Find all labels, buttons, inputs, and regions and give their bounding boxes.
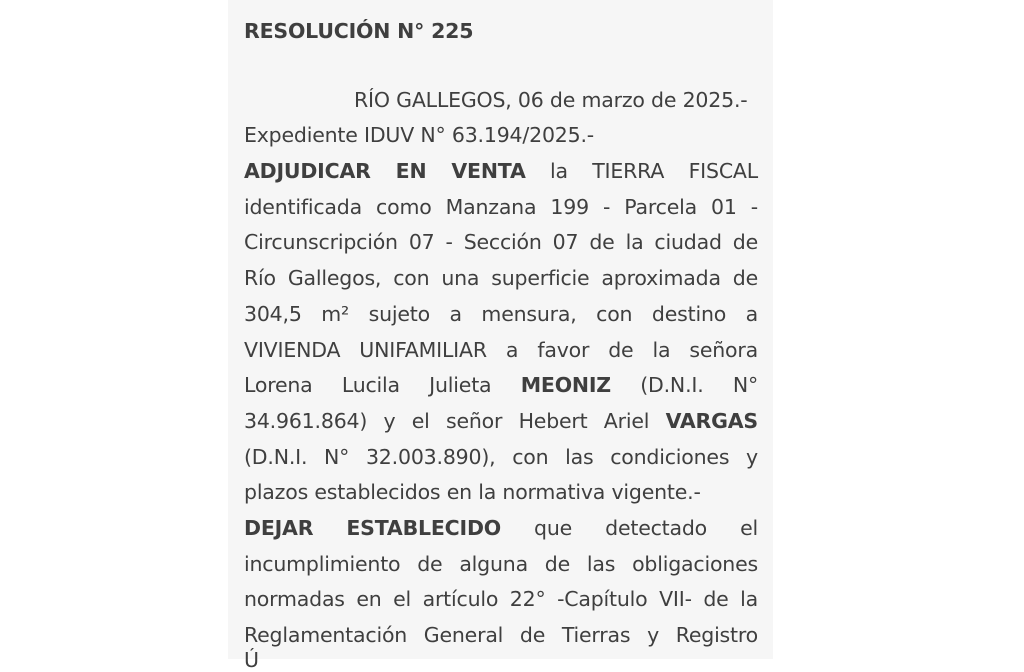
paragraph-line: VIVIENDA UNIFAMILIAR a favor de la señora [244, 338, 758, 362]
expediente-line: Expediente IDUV N° 63.194/2025.- [244, 123, 594, 147]
paragraph-line: Río Gallegos, con una superficie aproximada de [244, 266, 758, 290]
paragraph-line: Lorena Lucila Julieta MEONIZ (D.N.I. N° [244, 373, 759, 397]
surname-vargas: VARGAS [665, 409, 758, 433]
paragraph-line: 34.961.864) y el señor Hebert Ariel VARGAS [244, 409, 758, 433]
paragraph-line: Reglamentación General de Tierras y Registro [244, 623, 758, 647]
resolution-title: RESOLUCIÓN N° 225 [244, 19, 474, 43]
paragraph-line: ADJUDICAR EN VENTA la TIERRA FISCAL [244, 159, 758, 183]
paragraph-line: 304,5 m² sujeto a mensura, con destino a [244, 302, 758, 326]
paragraph-line: Circunscripción 07 - Sección 07 de la ciudad de [244, 230, 758, 254]
paragraph-line: plazos establecidos en la normativa vigente.- [244, 480, 701, 504]
paragraph-line: identificada como Manzana 199 - Parcela 01 - [244, 195, 758, 219]
paragraph-line: incumplimiento de alguna de las obligaciones [244, 552, 758, 576]
dejar-heading: DEJAR [244, 516, 314, 540]
paragraph-line: DEJAR ESTABLECIDO que detectado el [244, 516, 758, 540]
paragraph-line: normadas en el artículo 22° -Capítulo VII- de la [244, 587, 758, 611]
clipped-next-line: Ú [244, 648, 259, 672]
date-line: RÍO GALLEGOS, 06 de marzo de 2025.- [354, 88, 748, 112]
establecido-heading: ESTABLECIDO [346, 516, 501, 540]
surname-meoniz: MEONIZ [520, 373, 611, 397]
adjudicar-heading: ADJUDICAR EN VENTA [244, 159, 526, 183]
paragraph-line: (D.N.I. N° 32.003.890), con las condiciones y [244, 445, 758, 469]
